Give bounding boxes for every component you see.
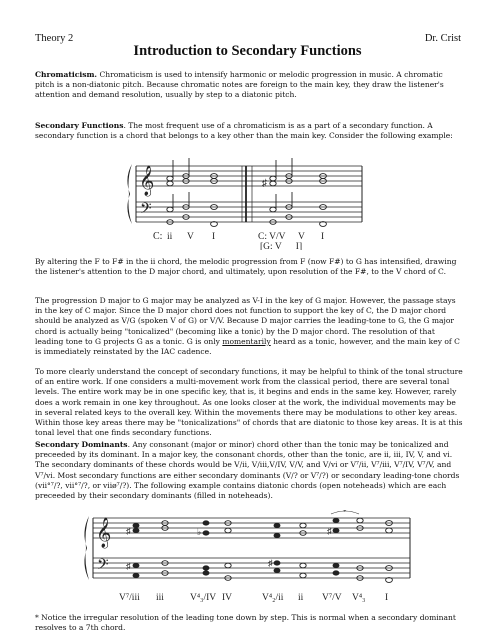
sharp-icon: ♯: [262, 178, 267, 189]
example1-numeral-i2: I: [321, 232, 325, 242]
example2-numeral-5: V⁴₂/ii: [262, 593, 284, 603]
brace-icon: [84, 516, 89, 580]
secondary-dominants-heading: Secondary Dominants: [35, 440, 128, 449]
sharp-icon: ♯: [327, 526, 332, 536]
treble-clef-icon: 𝄞: [139, 166, 155, 195]
example2-numeral-6: ii: [298, 593, 304, 603]
progression-text-2: heard as a tonic, however, and the main key of C is immediately reinstated by the IAC cadence.: [35, 336, 460, 357]
example2-numeral-1: V⁷/iii: [119, 593, 140, 603]
example1-key-label: C:: [153, 231, 163, 242]
progression-text-1: The progression D major to G major may be analyzed as V-I in the key of G major. However, the passage stays in the key of C major. Since the D major chord does not function to support the key of C, the D major chord should be analyzed as V/G (spoken V of G) or V/V. Because D major carries the leading-tone to G, the G major chord is actually being "tonicalized" (becoming like a tonic) by the D major chord. The resolution of that leading tone to G projects G as a tonic. G is only: [35, 296, 456, 346]
altering-paragraph: By altering the F to F# in the ii chord, the melodic progression from F (now F#) to G has intensified, drawing the listener's attention to the D major chord, and ultimately, upon resolution of the F#, to the V chord of C.: [35, 257, 457, 277]
chromaticism-heading: Chromaticism.: [35, 70, 98, 79]
sharp-icon: ♯: [126, 526, 131, 536]
footnote: * Notice the irregular resolution of the leading tone down by step. This is normal when a secondary dominant resolves to a 7th chord.: [35, 613, 456, 633]
secondary-functions-paragraph: [35, 121, 463, 141]
example2-numeral-2: iii: [156, 593, 164, 603]
example1-numeral-v: V: [187, 232, 194, 242]
example1-tonicized-row: [G: V I]: [260, 242, 303, 250]
bass-clef-icon: 𝄢: [97, 556, 109, 576]
example1-numeral-ii: ii: [167, 232, 173, 242]
annotation-asterisk: *: [343, 510, 347, 516]
sharp-icon: ♯: [268, 558, 273, 568]
course-name: Theory 2: [35, 33, 74, 44]
chromaticism-paragraph: [35, 70, 463, 101]
music-example-2: [0, 510, 495, 614]
example1-numeral-vv: C: V/V: [258, 232, 286, 242]
progression-paragraph: [35, 296, 463, 357]
chromaticism-text: Chromaticism is used to intensify harmonic or melodic progression in music. A chromatic pitch is a non-diatonic pitch. Because chromatic notes are foreign to the main key, they draw the listener's attention and demand resolution, usually by step to a diatonic pitch.: [35, 70, 444, 100]
brace-icon: [127, 164, 132, 224]
secondary-functions-heading: Secondary Functions: [35, 121, 124, 130]
example1-numeral-i: I: [212, 232, 216, 242]
example2-numeral-7: V⁷/V: [322, 593, 342, 603]
example2-numeral-9: I: [385, 593, 389, 603]
example1-numeral-v2: V: [298, 232, 305, 242]
music-example-1: [0, 150, 495, 250]
understand-paragraph: To more clearly understand the concept of secondary functions, it may be helpful to think of the tonal structure of an entire work. If one considers a multi-movement work from the classical period, there are several tonal levels. The entire work may be in one specific key, that is, it begins and ends in the same key. However, rarely does a work remain in one key throughout. As one looks closer at the work, the individual movements may be in several related keys to the overall key. Within the movements there may be modulations to other key areas. Within those key areas there may be "tonicalizations" of chords that are diatonic to those key areas. It is at this tonal level that one finds secondary functions.: [35, 367, 463, 438]
secondary-dominants-text: . Any consonant (major or minor) chord other than the tonic may be tonicalized and preceeded by its dominant. In a major key, the consonant chords, other than the tonic, are ii, iii, IV, V, and vi. The secondary dominants of these chords would be V/ii, V/iii,V/IV, V/V, and V/vi or V⁷/ii, V⁷/iii, V⁷/IV, V⁷/V, and V⁷/vi. Most secondary functions are either secondary dominants (V/? or V⁷/?) or secondary leading-tone chords (vii°⁷/?, vii°⁷/?, or viiø⁷/?). The following example contains diatonic chords (open noteheads) which are each preceeded by their secondary dominants (filled in noteheads).: [35, 440, 460, 501]
bass-clef-icon: 𝄢: [140, 200, 152, 220]
progression-emphasis: momentarily: [222, 336, 271, 346]
example2-numeral-8: V⁴₃: [352, 593, 366, 603]
secondary-dominants-paragraph: [35, 440, 463, 501]
flat-icon: ♭: [197, 527, 202, 537]
example2-numeral-3: V⁴₃/IV: [190, 593, 217, 603]
secondary-functions-text: . The most frequent use of a chromaticism is as a part of a secondary function. A secondary function is a chord that belongs to a key other than the main key. Consider the following example:: [35, 121, 453, 141]
example2-numeral-4: IV: [222, 593, 233, 603]
instructor-name: Dr. Crist: [424, 33, 461, 44]
sharp-icon: ♯: [126, 561, 131, 571]
page-title: Introduction to Secondary Functions: [133, 43, 362, 59]
treble-clef-icon: 𝄞: [96, 518, 112, 547]
